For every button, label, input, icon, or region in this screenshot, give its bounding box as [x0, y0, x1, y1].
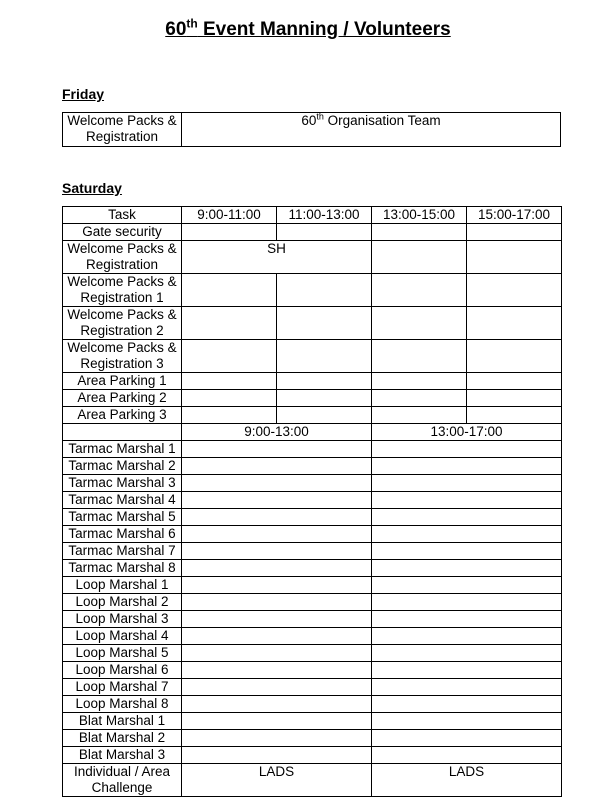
table-row	[63, 764, 562, 797]
task-cell: Tarmac Marshal 3	[63, 475, 182, 492]
task-cell: Welcome Packs & Registration	[63, 241, 182, 274]
table-row	[63, 373, 562, 390]
empty-slot-cell	[182, 526, 372, 543]
empty-slot-cell	[372, 645, 562, 662]
empty-slot-cell	[372, 713, 562, 730]
table-row	[63, 645, 562, 662]
empty-slot-cell	[372, 307, 467, 340]
empty-slot-cell	[372, 628, 562, 645]
empty-slot-cell	[372, 340, 467, 373]
friday-heading: Friday	[62, 86, 105, 102]
empty-slot-cell	[372, 696, 562, 713]
task-cell: Gate security	[63, 224, 182, 241]
task-cell: Area Parking 1	[63, 373, 182, 390]
empty-slot-cell	[182, 475, 372, 492]
task-cell: Tarmac Marshal 6	[63, 526, 182, 543]
empty-slot-cell	[182, 390, 277, 407]
empty-slot-cell	[372, 509, 562, 526]
empty-slot-cell	[182, 594, 372, 611]
assignment-cell: 9:00-13:00	[182, 424, 372, 441]
empty-slot-cell	[372, 407, 467, 424]
task-cell: Tarmac Marshal 4	[63, 492, 182, 509]
table-row	[63, 224, 562, 241]
page-title	[0, 0, 616, 42]
empty-slot-cell	[182, 307, 277, 340]
empty-slot-cell	[277, 407, 372, 424]
title-text-rest: Event Manning / Volunteers	[197, 19, 451, 40]
title-superscript: th	[186, 16, 198, 31]
empty-slot-cell	[182, 492, 372, 509]
empty-slot-cell	[182, 747, 372, 764]
empty-slot-cell	[372, 373, 467, 390]
empty-slot-cell	[277, 274, 372, 307]
empty-slot-cell	[182, 730, 372, 747]
task-cell: Loop Marshal 2	[63, 594, 182, 611]
empty-slot-cell	[467, 224, 562, 241]
task-cell: Loop Marshal 4	[63, 628, 182, 645]
table-row	[63, 407, 562, 424]
table-row	[63, 526, 562, 543]
title-text: 60	[165, 19, 187, 40]
table-row	[63, 274, 562, 307]
task-cell: Loop Marshal 5	[63, 645, 182, 662]
assignment-cell: LADS	[372, 764, 562, 797]
empty-slot-cell	[467, 407, 562, 424]
empty-slot-cell	[372, 747, 562, 764]
empty-slot-cell	[182, 645, 372, 662]
empty-slot-cell	[182, 274, 277, 307]
empty-slot-cell	[467, 373, 562, 390]
header-row	[63, 207, 562, 224]
table-row	[63, 628, 562, 645]
table-row	[63, 730, 562, 747]
empty-slot-cell	[372, 543, 562, 560]
empty-slot-cell	[467, 241, 562, 274]
assignment-text: 60	[301, 113, 317, 128]
column-header-timeslot: 15:00-17:00	[467, 207, 562, 224]
task-cell: Area Parking 3	[63, 407, 182, 424]
task-cell: Tarmac Marshal 2	[63, 458, 182, 475]
empty-slot-cell	[372, 560, 562, 577]
empty-slot-cell	[372, 441, 562, 458]
empty-slot-cell	[372, 475, 562, 492]
empty-slot-cell	[182, 407, 277, 424]
table-row	[63, 509, 562, 526]
empty-slot-cell	[372, 730, 562, 747]
table-row	[63, 390, 562, 407]
empty-slot-cell	[277, 373, 372, 390]
table-row	[63, 662, 562, 679]
saturday-heading: Saturday	[62, 180, 122, 196]
table-row	[63, 307, 562, 340]
empty-slot-cell	[467, 340, 562, 373]
empty-slot-cell	[372, 611, 562, 628]
friday-table	[62, 112, 561, 147]
empty-slot-cell	[182, 611, 372, 628]
column-header-timeslot: 13:00-15:00	[372, 207, 467, 224]
empty-slot-cell	[182, 441, 372, 458]
friday-section	[62, 86, 561, 147]
assignment-text-rest: Organisation Team	[323, 113, 441, 128]
empty-slot-cell	[182, 373, 277, 390]
task-cell: Tarmac Marshal 7	[63, 543, 182, 560]
empty-slot-cell	[372, 224, 467, 241]
assignment-cell: LADS	[182, 764, 372, 797]
assignment-cell: SH	[182, 241, 372, 274]
table-row	[63, 340, 562, 373]
empty-slot-cell	[182, 340, 277, 373]
empty-slot-cell	[277, 224, 372, 241]
table-row	[63, 679, 562, 696]
empty-slot-cell	[467, 274, 562, 307]
empty-slot-cell	[182, 577, 372, 594]
assignment-cell: 13:00-17:00	[372, 424, 562, 441]
saturday-table	[62, 206, 562, 797]
table-row	[63, 441, 562, 458]
empty-slot-cell	[372, 526, 562, 543]
table-row	[63, 241, 562, 274]
empty-slot-cell	[372, 679, 562, 696]
task-cell: Welcome Packs & Registration 2	[63, 307, 182, 340]
column-header-timeslot: 9:00-11:00	[182, 207, 277, 224]
assignment-cell	[182, 113, 561, 147]
table-row	[63, 458, 562, 475]
table-row	[63, 560, 562, 577]
task-cell: Welcome Packs & Registration	[63, 113, 182, 147]
table-row	[63, 696, 562, 713]
empty-slot-cell	[277, 307, 372, 340]
saturday-section	[62, 180, 561, 797]
empty-slot-cell	[182, 543, 372, 560]
task-cell: Individual / Area Challenge	[63, 764, 182, 797]
empty-slot-cell	[372, 274, 467, 307]
empty-slot-cell	[182, 713, 372, 730]
empty-slot-cell	[182, 696, 372, 713]
empty-slot-cell	[372, 241, 467, 274]
task-cell: Welcome Packs & Registration 1	[63, 274, 182, 307]
empty-slot-cell	[182, 560, 372, 577]
table-row	[63, 113, 561, 147]
empty-slot-cell	[372, 577, 562, 594]
table-row	[63, 475, 562, 492]
empty-slot-cell	[372, 492, 562, 509]
task-cell: Loop Marshal 7	[63, 679, 182, 696]
empty-slot-cell	[182, 679, 372, 696]
empty-slot-cell	[467, 390, 562, 407]
empty-slot-cell	[372, 662, 562, 679]
task-cell: Loop Marshal 1	[63, 577, 182, 594]
table-row	[63, 424, 562, 441]
task-cell: Loop Marshal 8	[63, 696, 182, 713]
table-row	[63, 611, 562, 628]
empty-slot-cell	[277, 390, 372, 407]
task-cell: Blat Marshal 1	[63, 713, 182, 730]
empty-slot-cell	[372, 458, 562, 475]
empty-slot-cell	[182, 224, 277, 241]
task-cell: Tarmac Marshal 5	[63, 509, 182, 526]
empty-slot-cell	[277, 340, 372, 373]
table-row	[63, 747, 562, 764]
task-cell: Welcome Packs & Registration 3	[63, 340, 182, 373]
task-cell: Area Parking 2	[63, 390, 182, 407]
task-cell: Blat Marshal 2	[63, 730, 182, 747]
task-cell: Tarmac Marshal 1	[63, 441, 182, 458]
empty-slot-cell	[182, 628, 372, 645]
task-cell: Blat Marshal 3	[63, 747, 182, 764]
table-row	[63, 577, 562, 594]
empty-slot-cell	[372, 390, 467, 407]
assignment-superscript: th	[316, 112, 324, 122]
table-row	[63, 492, 562, 509]
empty-slot-cell	[467, 307, 562, 340]
empty-slot-cell	[182, 458, 372, 475]
column-header-task: Task	[63, 207, 182, 224]
table-row	[63, 594, 562, 611]
task-cell: Loop Marshal 6	[63, 662, 182, 679]
empty-slot-cell	[182, 509, 372, 526]
task-cell: Loop Marshal 3	[63, 611, 182, 628]
task-cell: Tarmac Marshal 8	[63, 560, 182, 577]
table-row	[63, 543, 562, 560]
table-row	[63, 713, 562, 730]
empty-slot-cell	[182, 662, 372, 679]
document-content	[62, 86, 561, 797]
task-cell	[63, 424, 182, 441]
empty-slot-cell	[372, 594, 562, 611]
column-header-timeslot: 11:00-13:00	[277, 207, 372, 224]
